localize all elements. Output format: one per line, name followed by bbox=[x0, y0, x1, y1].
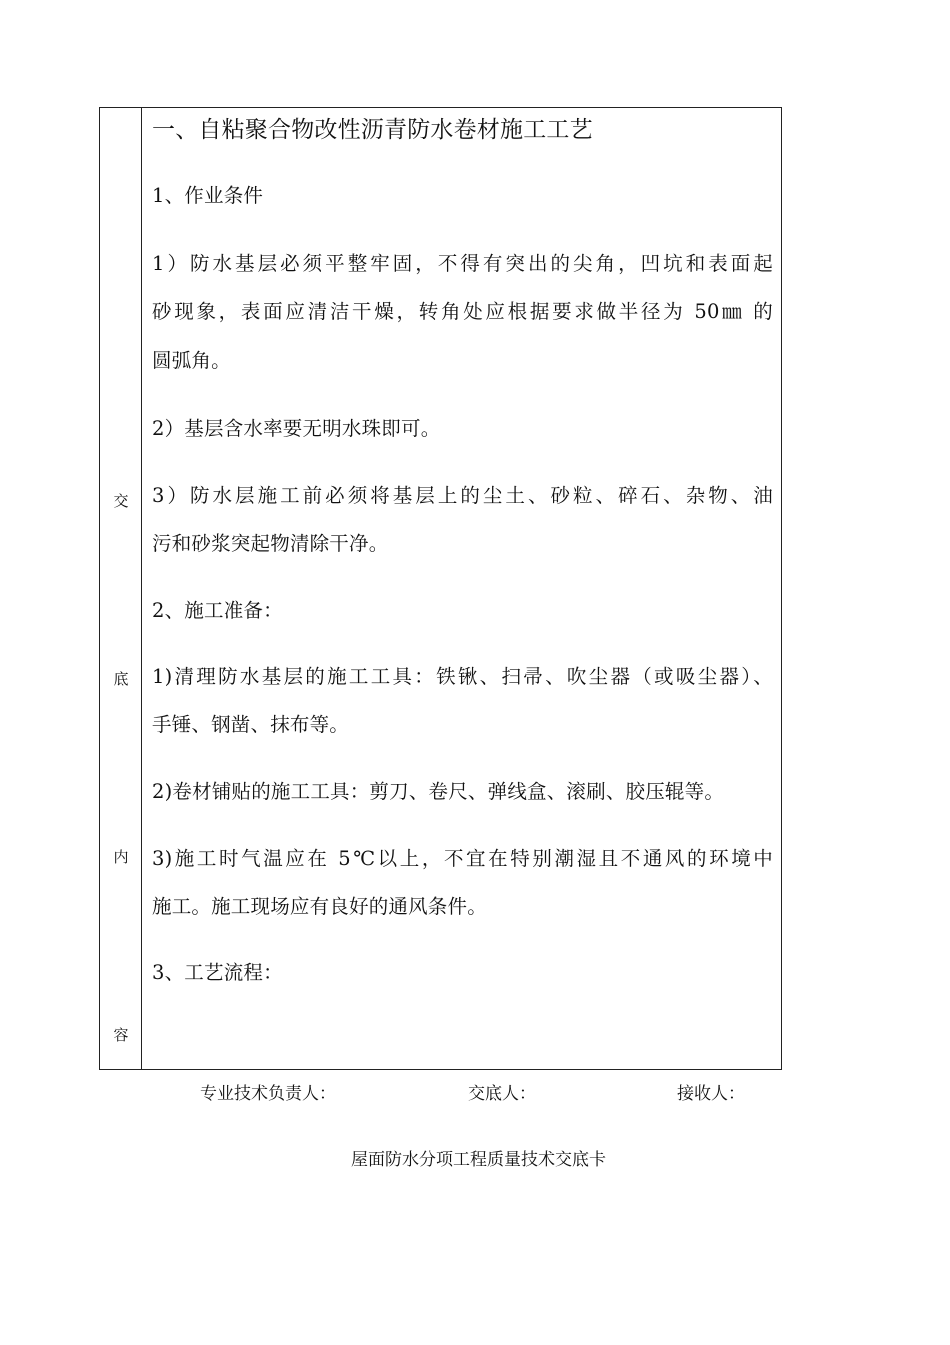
section-title: 一、自粘聚合物改性沥青防水卷材施工工艺 bbox=[152, 117, 593, 143]
paragraph-line: 1)清理防水基层的施工工具：铁锹、扫帚、吹尘器（或吸尘器）、 bbox=[152, 665, 773, 688]
section-heading: 3、工艺流程： bbox=[152, 961, 283, 984]
document-caption: 屋面防水分项工程质量技术交底卡 bbox=[351, 1150, 606, 1170]
paragraph-line: 砂现象，表面应清洁干燥，转角处应根据要求做半径为 50㎜ 的 bbox=[152, 300, 773, 323]
disclosure-table bbox=[99, 107, 782, 1070]
label-char: 内 bbox=[113, 848, 129, 866]
tech-lead-signature-label: 专业技术负责人： bbox=[200, 1084, 336, 1104]
section-heading: 1、作业条件 bbox=[152, 184, 264, 207]
paragraph-line: 1）防水基层必须平整牢固，不得有突出的尖角，凹坑和表面起 bbox=[152, 252, 773, 275]
paragraph-line: 圆弧角。 bbox=[152, 349, 231, 372]
paragraph-line: 2）基层含水率要无明水珠即可。 bbox=[152, 417, 441, 440]
paragraph-line: 污和砂浆突起物清除干净。 bbox=[152, 532, 389, 555]
disclosure-content-label-column bbox=[100, 108, 142, 1069]
disclosure-content bbox=[142, 108, 781, 1069]
label-char: 容 bbox=[113, 1026, 129, 1044]
label-char: 底 bbox=[113, 670, 129, 688]
paragraph-line: 3）防水层施工前必须将基层上的尘土、砂粒、碎石、杂物、油 bbox=[152, 484, 773, 507]
paragraph-line: 手锤、钢凿、抹布等。 bbox=[152, 713, 350, 736]
paragraph-line: 3)施工时气温应在 5℃以上，不宜在特别潮湿且不通风的环境中 bbox=[152, 847, 773, 870]
receiver-signature-label: 接收人： bbox=[677, 1084, 745, 1104]
paragraph-line: 2)卷材铺贴的施工工具：剪刀、卷尺、弹线盒、滚刷、胶压辊等。 bbox=[152, 780, 725, 803]
paragraph-line: 施工。施工现场应有良好的通风条件。 bbox=[152, 895, 487, 918]
section-heading: 2、施工准备： bbox=[152, 599, 283, 622]
discloser-signature-label: 交底人： bbox=[468, 1084, 536, 1104]
label-char: 交 bbox=[113, 492, 129, 510]
